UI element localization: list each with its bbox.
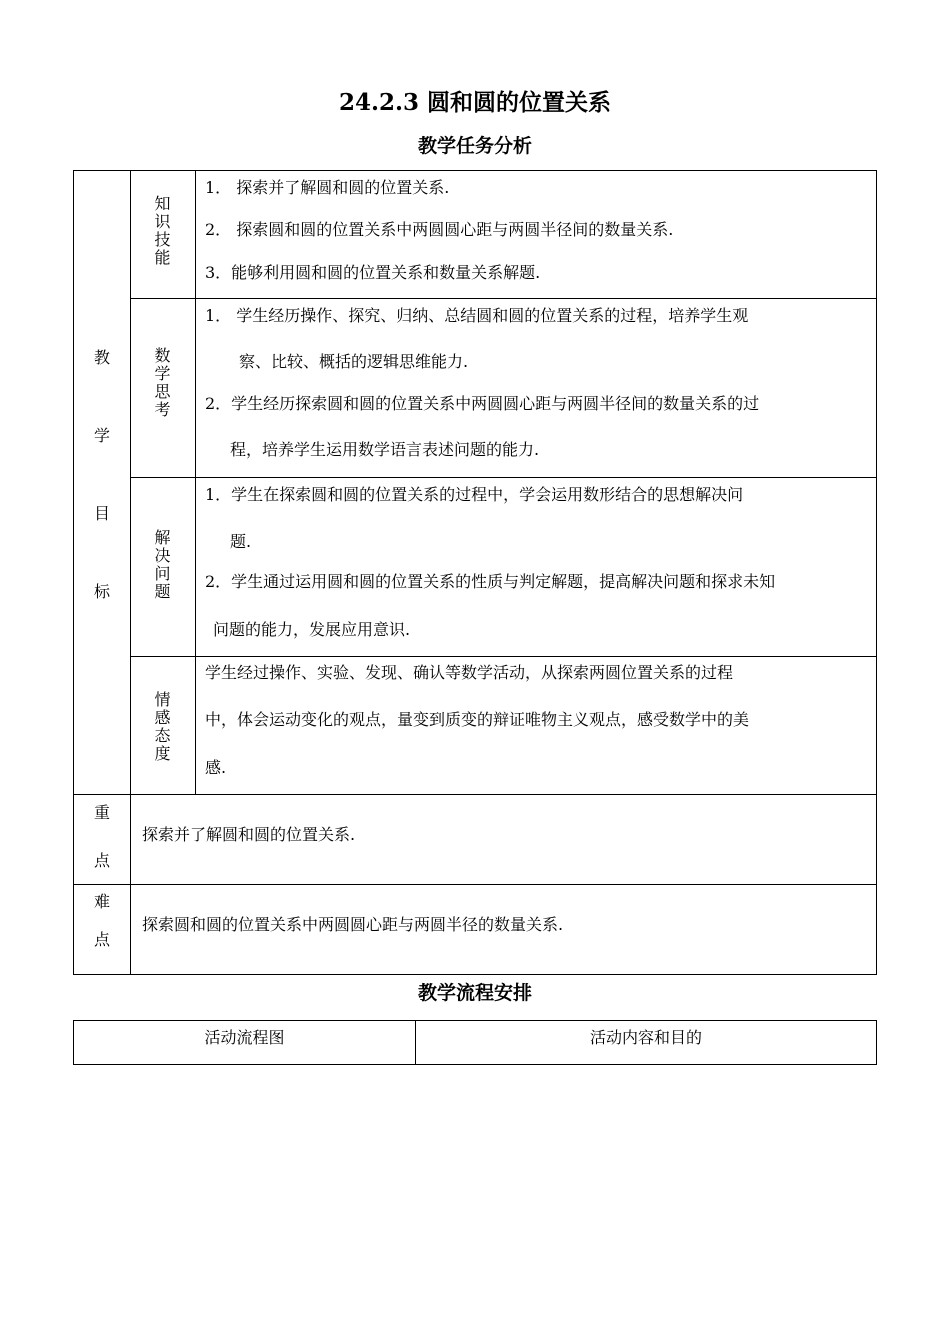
knowledge-line: 3．能够利用圆和圆的位置关系和数量关系解题. [205,263,541,282]
emotion-line: 学生经过操作、实验、发现、确认等数学活动，从探索两圆位置关系的过程 [205,663,734,682]
flow-table [73,1020,877,1065]
problem-line: 问题的能力，发展应用意识. [213,620,411,639]
table-divider [195,171,196,794]
knowledge-line: 2． 探索圆和圆的位置关系中两圆圆心距与两圆半径间的数量关系. [205,220,674,239]
key-point-text: 探索并了解圆和圆的位置关系. [142,825,356,844]
task-analysis-table [73,170,877,975]
table-divider [74,884,877,885]
section-heading-flow: 教学流程安排 [417,982,532,1004]
math-thinking-label: 数 学 思 考 [154,346,171,419]
objectives-label: 教 学 目 标 [93,348,110,601]
difficulty-label: 难 点 [93,892,110,949]
flow-table-header: 活动流程图 [204,1028,285,1047]
problem-solving-label: 解 决 问 题 [154,528,171,601]
section-heading-task-analysis: 教学任务分析 [417,135,532,157]
thinking-line: 2．学生经历探索圆和圆的位置关系中两圆圆心距与两圆半径间的数量关系的过 [205,394,760,413]
table-divider [130,298,877,299]
table-divider [130,656,877,657]
emotion-line: 感. [205,758,227,777]
thinking-line: 程，培养学生运用数学语言表述问题的能力. [230,440,540,459]
knowledge-line: 1． 探索并了解圆和圆的位置关系. [205,178,450,197]
table-divider [130,477,877,478]
problem-line: 题. [230,532,252,551]
thinking-line: 1． 学生经历操作、探究、归纳、总结圆和圆的位置关系的过程，培养学生观 [205,306,749,325]
table-divider [74,794,877,795]
emotion-line: 中，体会运动变化的观点，量变到质变的辩证唯物主义观点，感受数学中的美 [205,710,750,729]
knowledge-skills-label: 知 识 技 能 [154,194,171,267]
emotion-attitude-label: 情 感 态 度 [154,690,171,763]
problem-line: 2．学生通过运用圆和圆的位置关系的性质与判定解题，提高解决问题和探求未知 [205,572,776,591]
flow-table-header: 活动内容和目的 [589,1028,702,1047]
problem-line: 1．学生在探索圆和圆的位置关系的过程中，学会运用数形结合的思想解决问 [205,485,744,504]
thinking-line: 察、比较、概括的逻辑思维能力. [239,352,469,371]
difficulty-text: 探索圆和圆的位置关系中两圆圆心距与两圆半径的数量关系. [142,915,564,934]
key-point-label: 重 点 [93,803,110,870]
page-title: 24.2.3 圆和圆的位置关系 [338,89,612,116]
